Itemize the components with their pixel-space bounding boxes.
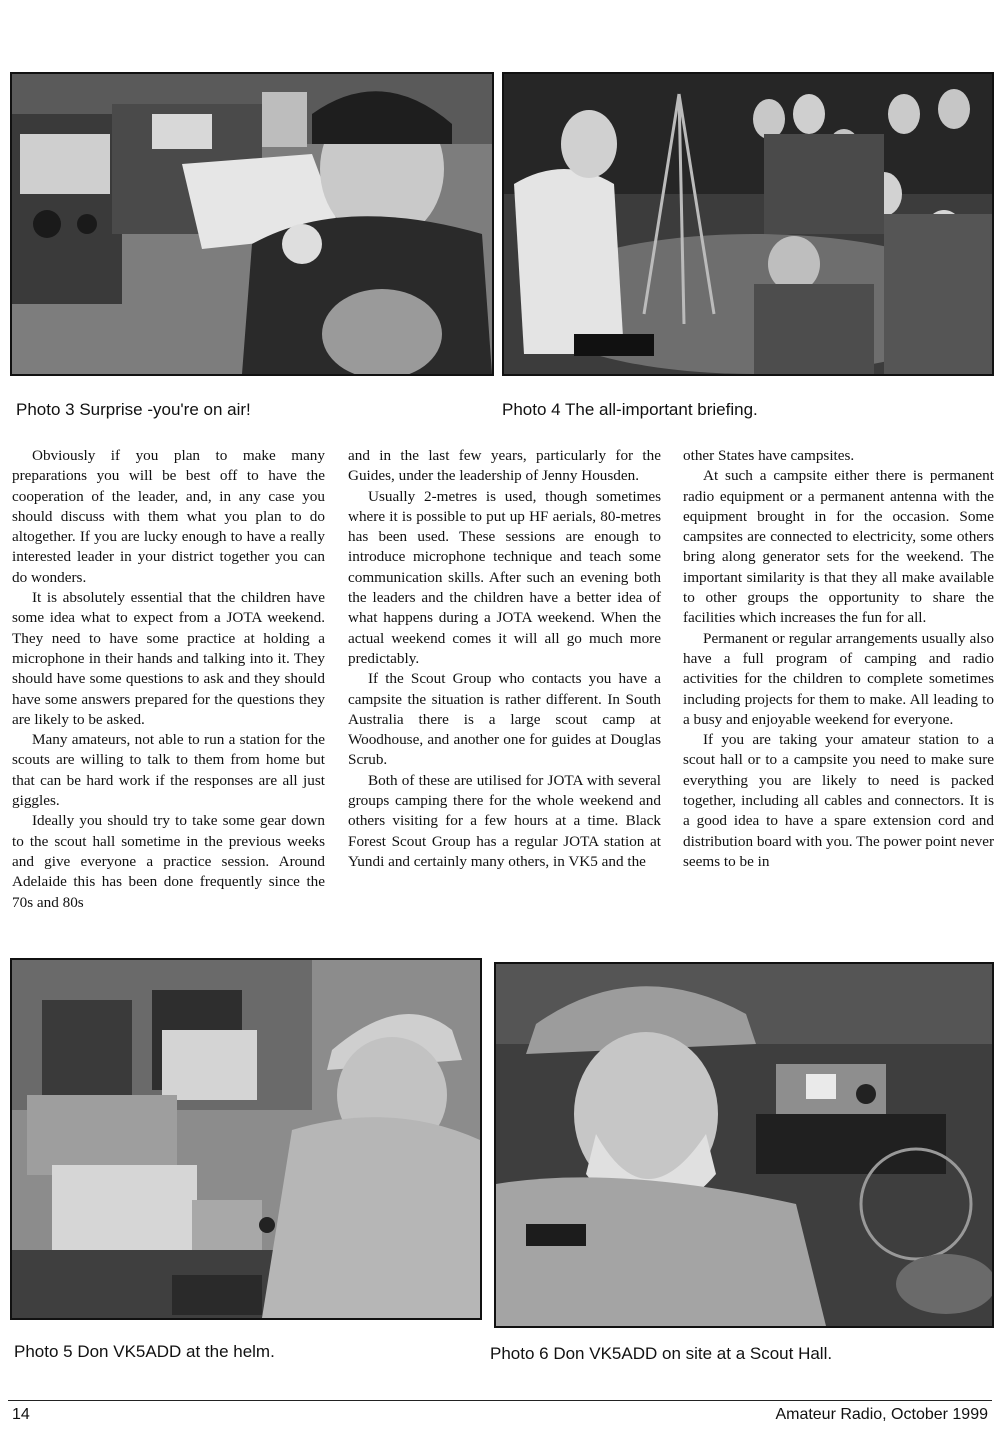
paragraph: Usually 2-metres is used, though sometimes where it is possible to put up HF aerials, 80-metres has been used. These sessions are enough to introduce microphone technique and teach some communication skills. After such an evening both the leaders and the children have a better idea of what happens during a JOTA weekend. When the actual weekend comes it will all go much more predictably. <box>348 487 661 667</box>
photo-4-briefing <box>502 72 994 376</box>
article-column-1 <box>12 446 325 913</box>
paragraph: If the Scout Group who contacts you have a campsite the situation is rather different. In South Australia there is a large scout camp at Woodhouse, and another one for guides at Douglas Scrub. <box>348 670 661 769</box>
photo-6-caption: Photo 6 Don VK5ADD on site at a Scout Hall. <box>490 1344 833 1363</box>
photo-4-caption: Photo 4 The all-important briefing. <box>502 400 758 419</box>
paragraph: At such a campsite either there is permanent radio equipment or a permanent antenna with the equipment brought in for the occasion. Some campsites are connected to electricity, some others bring along generator sets for the weekend. The important similarity is that they all make available to other groups the opportunity to share the facilities which increases the fun for all. <box>683 467 994 627</box>
paragraph: Many amateurs, not able to run a station for the scouts are willing to talk to them from home but that can be hard work if the responses are all just giggles. <box>12 731 325 810</box>
publication-footer: Amateur Radio, October 1999 <box>775 1406 988 1423</box>
photo-3-caption: Photo 3 Surprise -you're on air! <box>16 400 251 419</box>
paragraph: Ideally you should try to take some gear down to the scout hall sometime in the previous weeks and give everyone a practice session. Around Adelaide this has been done frequently since the 70s and 80s <box>12 812 325 911</box>
page-number: 14 <box>12 1406 30 1423</box>
paragraph: other States have campsites. <box>683 447 855 464</box>
footer-rule <box>8 1400 992 1401</box>
paragraph: If you are taking your amateur station to a scout hall or to a campsite you need to make sure everything you are likely to need is packed together, including all cables and connectors. It is a good idea to have a spare extension cord and distribution board with you. The power point never seems to be in <box>683 731 995 870</box>
photo-5-caption: Photo 5 Don VK5ADD at the helm. <box>14 1342 275 1361</box>
photo-6-operator-scout-hall <box>494 962 994 1328</box>
paragraph: Obviously if you plan to make many preparations you will be best off to have the cooperation of the leader, and, in any case you should discuss with them what you plan to do altogether. If you are lucky enough to have a really interested leader in your district together you can do wonders. <box>12 447 325 586</box>
article-column-3 <box>683 446 994 872</box>
paragraph: It is absolutely essential that the children have some idea what to expect from a JOTA weekend. They need to have some practice at holding a microphone in their hands and talking into it. They should have some questions to ask and they should have some answers prepared for the questions they are likely to be asked. <box>12 589 325 728</box>
article-column-2 <box>348 446 661 872</box>
photo-5-operator-at-helm <box>10 958 482 1320</box>
paragraph: Both of these are utilised for JOTA with several groups camping there for the whole weekend and others visiting for a few hours at a time. Black Forest Scout Group has a regular JOTA station at Yundi and certainly many others, in VK5 and the <box>348 771 661 870</box>
paragraph: and in the last few years, particularly for the Guides, under the leadership of Jenny Housden. <box>348 447 661 485</box>
paragraph: Permanent or regular arrangements usually also have a full program of camping and radio activities for the children to complete sometimes including projects for them to make. All leading to a busy and enjoyable weekend for everyone. <box>683 629 994 728</box>
photo-3-operator-on-air <box>10 72 494 376</box>
